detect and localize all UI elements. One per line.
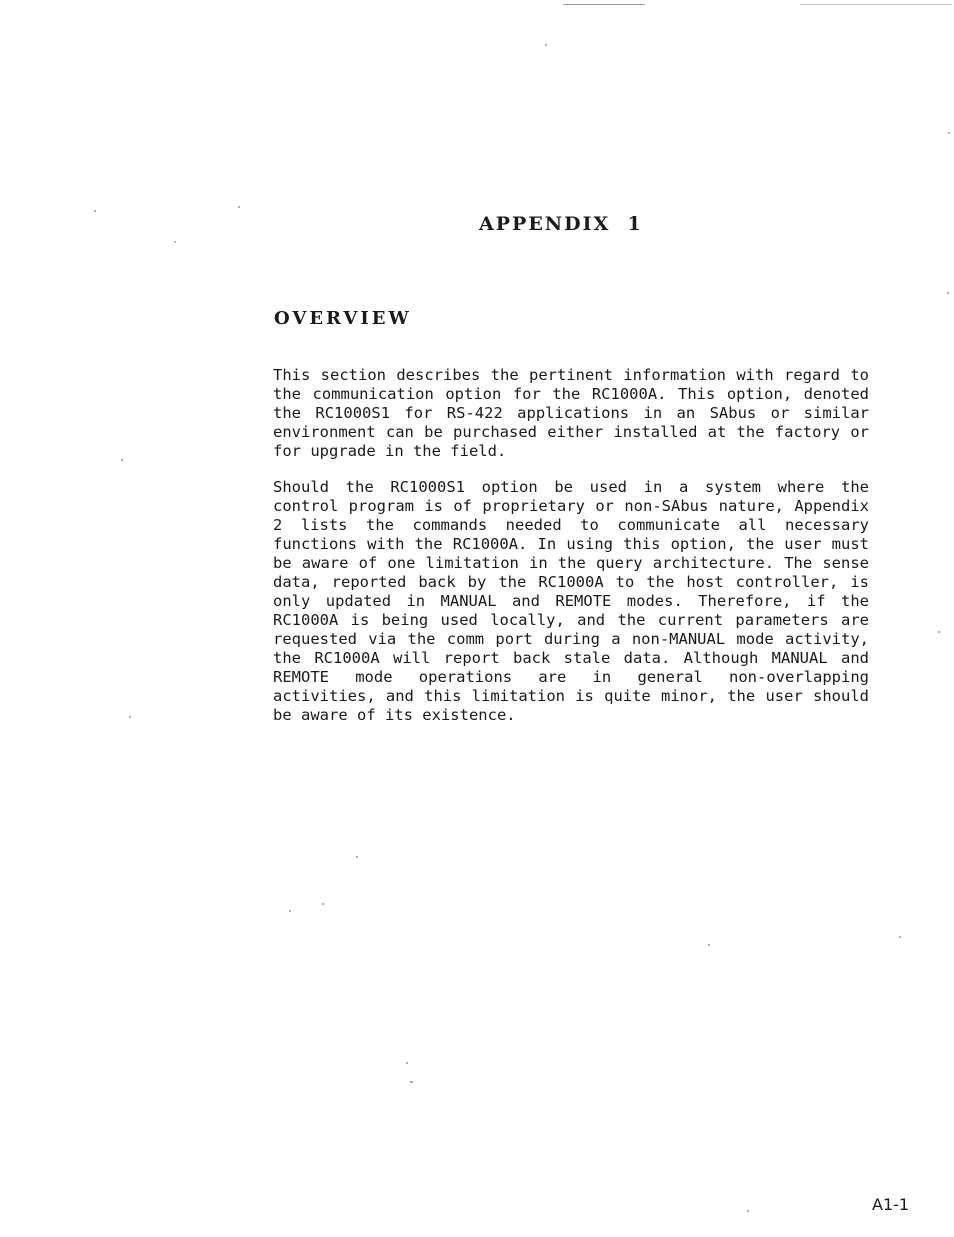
scan-speck <box>94 210 96 212</box>
scan-speck <box>121 459 123 461</box>
scan-speck <box>406 1062 408 1064</box>
scan-speck <box>174 241 176 243</box>
section-title: OVERVIEW <box>274 308 412 329</box>
page-number: A1-1 <box>872 1195 910 1214</box>
scan-artifact-line <box>563 4 645 5</box>
scan-speck <box>708 944 710 946</box>
scan-speck <box>356 856 358 858</box>
body-paragraph: Should the RC1000S1 option be used in a system where the control program is of proprietary or non-SAbus nature, Appendix 2 lists the commands needed to communicate all necessary functions with the RC1000A. In using this option, the user must be aware of one limitation in the query architecture. The sense data, reported back by the RC1000A to the host controller, is only updated in MANUAL and REMOTE modes. Therefore, if the RC1000A is being used locally, and the current parameters are requested via the comm port during a non-MANUAL mode activity, the RC1000A will report back stale data. Although MANUAL and REMOTE mode operations are in general non-overlapping activities, and this limitation is quite minor, the user should be aware of its existence. <box>273 478 869 724</box>
scan-speck <box>938 631 940 633</box>
scan-speck <box>545 44 547 46</box>
scan-speck <box>410 1081 413 1083</box>
scan-speck <box>289 910 291 912</box>
scan-speck <box>747 1210 749 1212</box>
body-paragraph: This section describes the pertinent information with regard to the communication option for the RC1000A. This option, denoted the RC1000S1 for RS-422 applications in an SAbus or similar environment can be purchased either installed at the factory or for upgrade in the field. <box>273 366 869 460</box>
scan-speck <box>899 936 901 938</box>
appendix-heading: APPENDIX 1 <box>479 213 643 235</box>
scan-speck <box>947 292 949 294</box>
scan-speck <box>129 716 131 718</box>
scan-speck <box>948 132 950 134</box>
scan-speck <box>238 206 240 208</box>
scan-artifact-line <box>800 4 952 5</box>
scan-speck <box>322 903 324 905</box>
